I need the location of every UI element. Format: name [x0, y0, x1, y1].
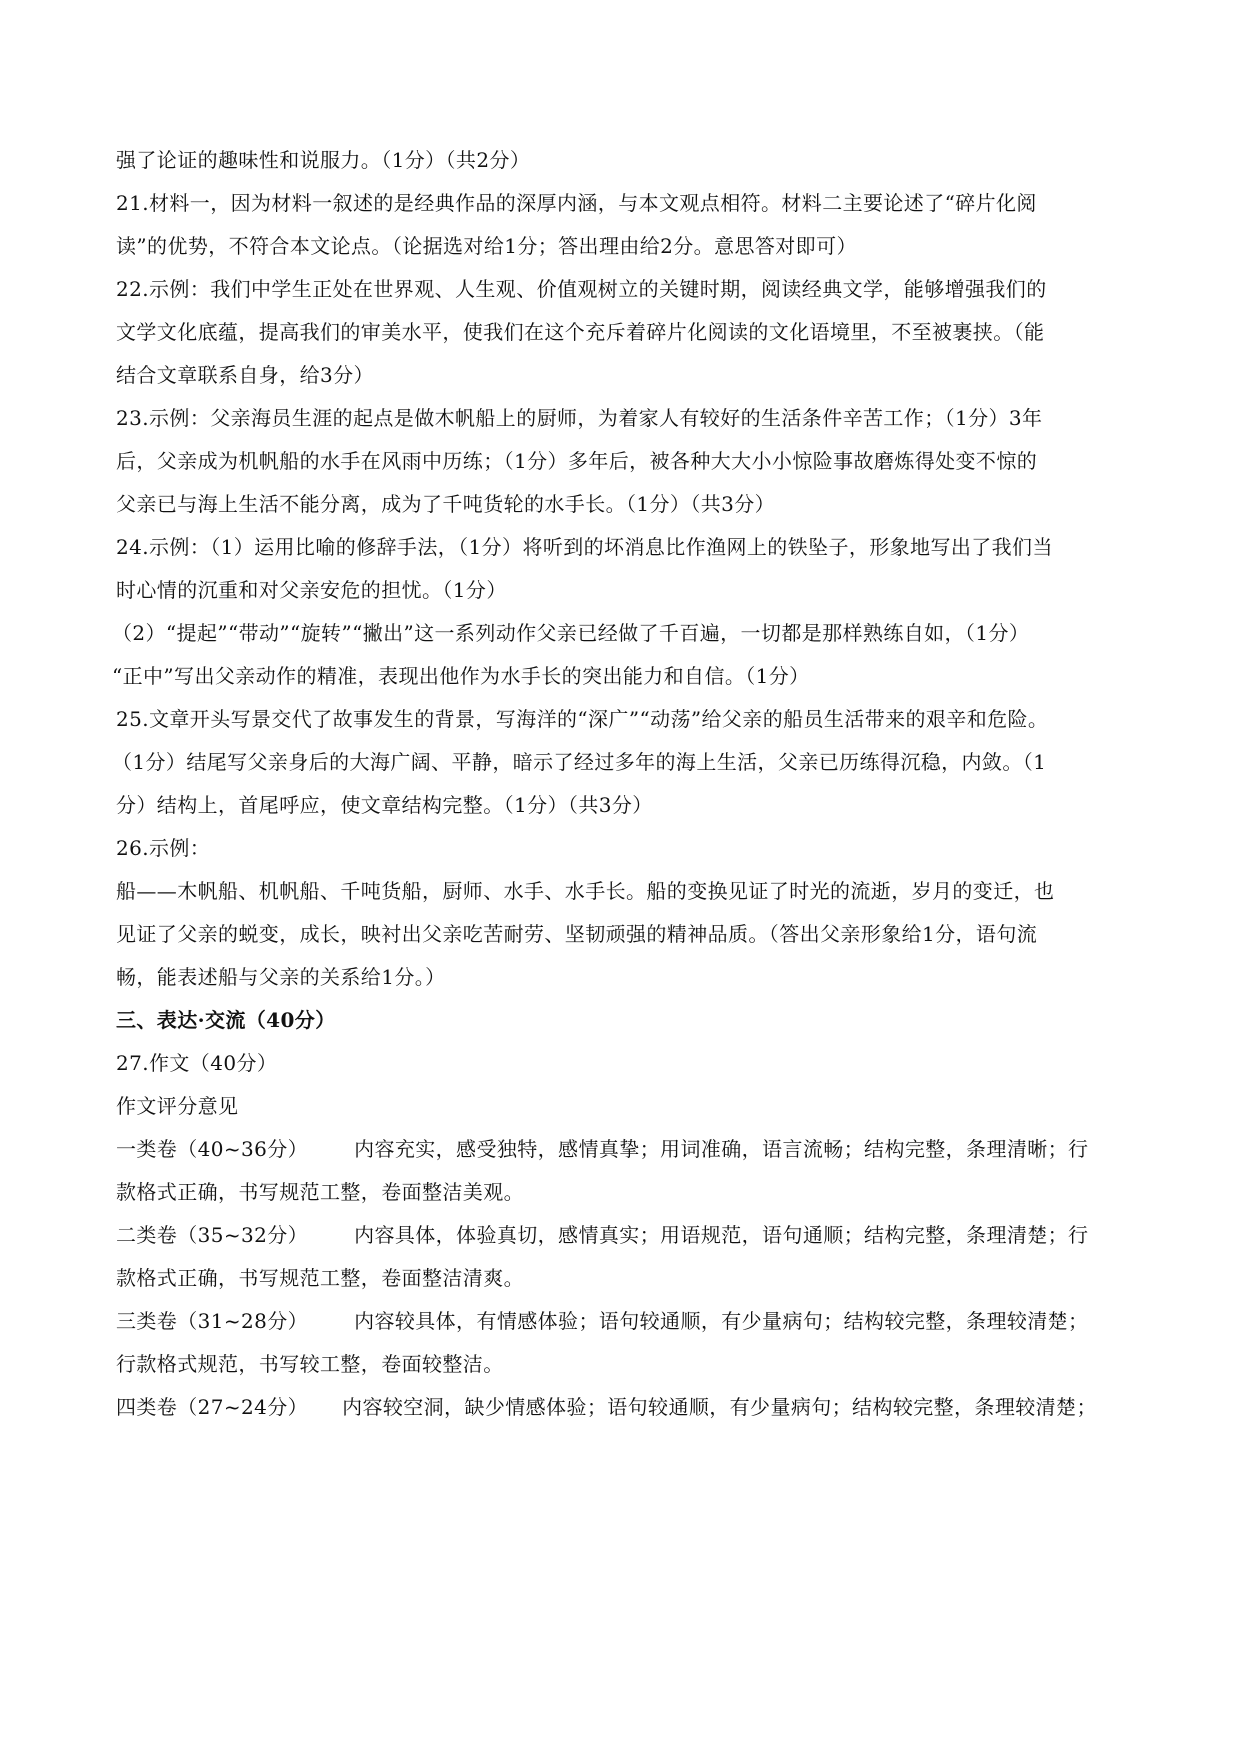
grade-2-line [116, 1221, 1088, 1249]
text-line: 结合文章联系自身，给3分） [116, 363, 374, 387]
text-line: 强了论证的趣味性和说服力。（1分）（共2分） [116, 148, 531, 172]
answer-27: 27.作文（40分） [116, 1051, 278, 1075]
grade-3-line [116, 1307, 1088, 1335]
text-line: 行款格式规范，书写较工整，卷面较整洁。 [116, 1352, 504, 1376]
answer-24: 24.示例：（1）运用比喻的修辞手法，（1分）将听到的坏消息比作渔网上的铁坠子，形象地写出了我们当 [116, 535, 1053, 559]
text-line: 见证了父亲的蜕变，成长，映衬出父亲吃苦耐劳、坚韧顽强的精神品质。（答出父亲形象给1分，语句流 [116, 922, 1038, 946]
answer-23: 23.示例：父亲海员生涯的起点是做木帆船上的厨师，为着家人有较好的生活条件辛苦工作；（1分）3年 [116, 406, 1043, 430]
grade-4-line [116, 1393, 1097, 1421]
answer-25: 25.文章开头写景交代了故事发生的背景，写海洋的“深广”“动荡”给父亲的船员生活带来的艰辛和危险。 [116, 707, 1049, 731]
text-line: 时心情的沉重和对父亲安危的担忧。（1分） [116, 578, 507, 602]
grade-label: 四类卷（27~24分） [116, 1395, 309, 1419]
grade-criteria: 内容较空洞，缺少情感体验；语句较通顺，有少量病句；结构较完整，条理较清楚； [342, 1395, 1097, 1419]
grade-criteria: 内容具体，体验真切，感情真实；用语规范，语句通顺；结构完整，条理清楚；行 [354, 1223, 1089, 1247]
grade-criteria: 内容较具体，有情感体验；语句较通顺，有少量病句；结构较完整，条理较清楚； [354, 1309, 1089, 1333]
grade-1-line [116, 1135, 1088, 1163]
text-line: 后，父亲成为机帆船的水手在风雨中历练；（1分）多年后，被各种大大小小惊险事故磨炼得处变不惊的 [116, 449, 1038, 473]
text-line: （2）“提起”“带动”“旋转”“撇出”这一系列动作父亲已经做了千百遍，一切都是那样熟练自如，（1分） [112, 621, 1030, 645]
grade-label: 一类卷（40~36分） [116, 1137, 309, 1161]
grade-label: 三类卷（31~28分） [116, 1309, 309, 1333]
text-line: 分）结构上，首尾呼应，使文章结构完整。（1分）（共3分） [116, 793, 653, 817]
section-heading: 三、表达·交流（40分） [116, 1008, 336, 1032]
text-line: 文学文化底蕴，提高我们的审美水平，使我们在这个充斥着碎片化阅读的文化语境里，不至被裹挟。（能 [116, 320, 1045, 344]
text-line: 款格式正确，书写规范工整，卷面整洁清爽。 [116, 1266, 524, 1290]
text-line: 父亲已与海上生活不能分离，成为了千吨货轮的水手长。（1分）（共3分） [116, 492, 776, 516]
answer-22: 22.示例：我们中学生正处在世界观、人生观、价值观树立的关键时期，阅读经典文学，能够增强我们的 [116, 277, 1047, 301]
grade-criteria: 内容充实，感受独特，感情真挚；用词准确，语言流畅；结构完整，条理清晰；行 [354, 1137, 1089, 1161]
text-line: 畅，能表述船与父亲的关系给1分。） [116, 965, 446, 989]
text-line: （1分）结尾写父亲身后的大海广阔、平静，暗示了经过多年的海上生活，父亲已历练得沉稳，内敛。（1 [112, 750, 1047, 774]
scoring-title: 作文评分意见 [116, 1094, 239, 1118]
answer-21: 21.材料一，因为材料一叙述的是经典作品的深厚内涵，与本文观点相符。材料二主要论述了“碎片化阅 [116, 191, 1037, 215]
text-line: 船——木帆船、机帆船、千吨货船，厨师、水手、水手长。船的变换见证了时光的流逝，岁月的变迁，也 [116, 879, 1055, 903]
text-line: 读”的优势，不符合本文论点。（论据选对给1分；答出理由给2分。意思答对即可） [116, 234, 857, 258]
text-line: “正中”写出父亲动作的精准，表现出他作为水手长的突出能力和自信。（1分） [112, 664, 810, 688]
grade-label: 二类卷（35~32分） [116, 1223, 309, 1247]
answer-26: 26.示例： [116, 836, 211, 860]
text-line: 款格式正确，书写规范工整，卷面整洁美观。 [116, 1180, 524, 1204]
